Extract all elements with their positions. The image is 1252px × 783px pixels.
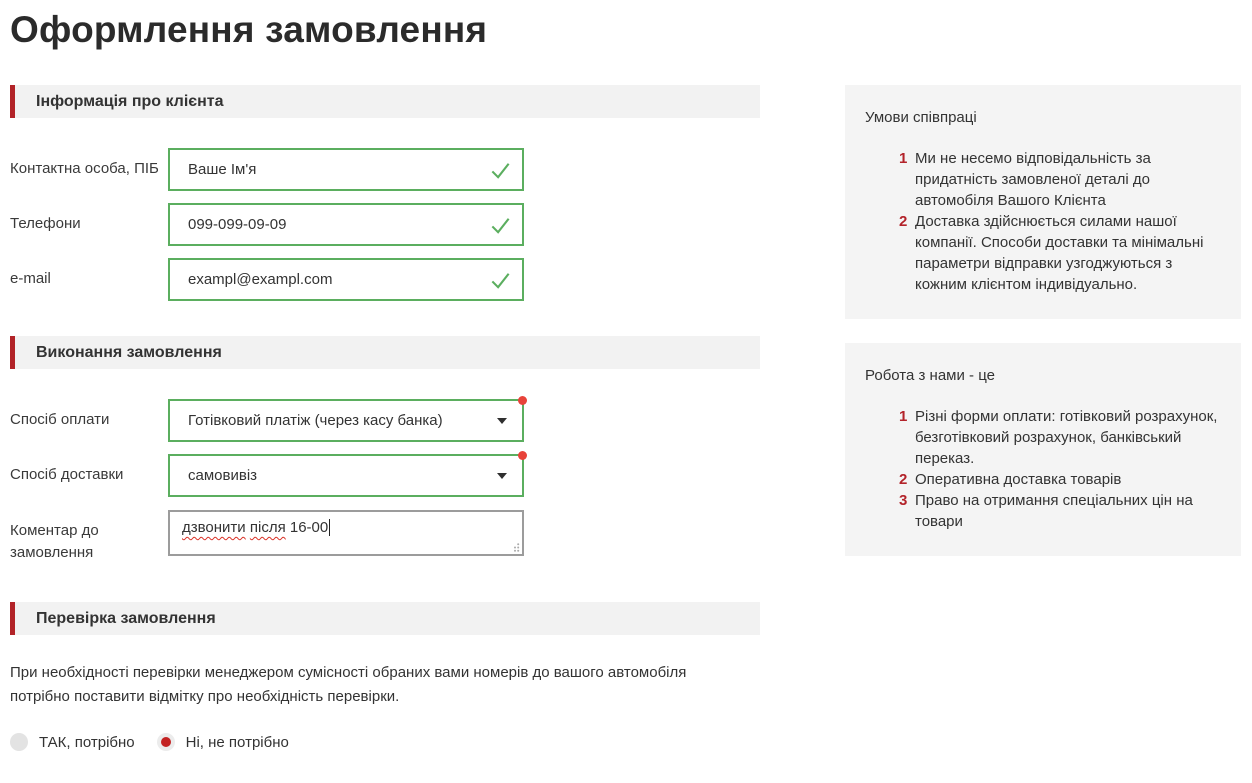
form-row-email: [10, 258, 760, 301]
form-row-phone: [10, 203, 760, 246]
order-comment-field: [168, 510, 524, 556]
terms-box: [845, 85, 1241, 319]
section-title-order-execution: Виконання замовлення: [36, 343, 222, 361]
payment-method-label: Спосіб оплати: [10, 411, 110, 428]
payment-method-field: [168, 399, 524, 442]
order-comment-textarea[interactable]: [168, 510, 524, 556]
payment-method-value: Готівковий платіж (через касу банка): [188, 412, 443, 429]
list-item: Оперативна доставка товарів: [915, 471, 1122, 488]
verification-radio-group: [10, 733, 760, 751]
radio-option-yes[interactable]: [10, 733, 135, 751]
phone-input[interactable]: [168, 203, 524, 246]
form-row-contact-name: [10, 148, 760, 191]
checkmark-icon: [489, 268, 512, 291]
email-label: e-mail: [10, 270, 51, 287]
benefits-box: [845, 343, 1241, 556]
checkmark-icon: [489, 158, 512, 181]
section-title-client-info: Інформація про клієнта: [36, 92, 224, 110]
chevron-down-icon: [497, 418, 507, 424]
contact-name-input[interactable]: [168, 148, 524, 191]
radio-button-no[interactable]: [157, 733, 175, 751]
checkmark-icon: [489, 213, 512, 236]
terms-title: Умови співпраці: [865, 109, 977, 126]
required-dot: [518, 396, 527, 405]
form-row-order-comment: [10, 510, 760, 564]
misspelled-word: після: [249, 519, 286, 536]
contact-name-label: Контактна особа, ПІБ: [10, 160, 159, 177]
chevron-down-icon: [497, 473, 507, 479]
payment-method-select[interactable]: [168, 399, 524, 442]
content-layout: [10, 85, 1242, 751]
section-header-order-execution: [10, 336, 760, 369]
list-item: Ми не несемо відповідальність за придатність замовленої деталі до автомобіля Вашого Клієнта: [915, 150, 1151, 209]
misspelled-word: дзвонити: [182, 519, 246, 536]
list-item: Різні форми оплати: готівковий розрахунок, безготівковий розрахунок, банківський переказ.: [915, 408, 1218, 467]
section-header-order-verification: [10, 602, 760, 635]
radio-label-no: Ні, не потрібно: [185, 733, 289, 751]
list-item: Право на отримання спеціальних цін на товари: [915, 492, 1193, 530]
phone-field: [168, 203, 524, 246]
form-row-delivery-method: [10, 454, 760, 497]
resize-handle-icon[interactable]: [510, 542, 520, 552]
delivery-method-select[interactable]: [168, 454, 524, 497]
form-row-payment-method: [10, 399, 760, 442]
checkout-form: [10, 85, 760, 751]
verification-description: При необхідності перевірки менеджером сумісності обраних вами номерів до вашого автомобіля потрібно поставити відмітку про необхідність перевірки.: [10, 664, 687, 705]
delivery-method-label: Спосіб доставки: [10, 466, 124, 483]
page-title: Оформлення замовлення: [10, 9, 488, 50]
benefits-list: [865, 406, 1221, 532]
email-input[interactable]: [168, 258, 524, 301]
section-title-order-verification: Перевірка замовлення: [36, 609, 216, 627]
text-caret: [329, 519, 330, 536]
radio-label-yes: ТАК, потрібно: [39, 733, 135, 751]
radio-option-no[interactable]: [157, 733, 289, 751]
phone-label: Телефони: [10, 215, 81, 232]
terms-list: [865, 148, 1221, 295]
radio-button-yes[interactable]: [10, 733, 28, 751]
list-item: Доставка здійснюється силами нашої компанії. Способи доставки та мінімальні параметри відправки узгоджуються з кожним клієнтом індивідуально.: [915, 213, 1204, 293]
delivery-method-value: самовивіз: [188, 467, 258, 484]
contact-name-field: [168, 148, 524, 191]
info-sidebar: [845, 85, 1241, 556]
order-comment-text: дзвонити після 16-00: [182, 519, 329, 536]
required-dot: [518, 451, 527, 460]
section-header-client-info: [10, 85, 760, 118]
order-comment-label: Коментар до замовлення: [10, 522, 99, 561]
benefits-title: Робота з нами - це: [865, 367, 995, 384]
delivery-method-field: [168, 454, 524, 497]
email-field: [168, 258, 524, 301]
